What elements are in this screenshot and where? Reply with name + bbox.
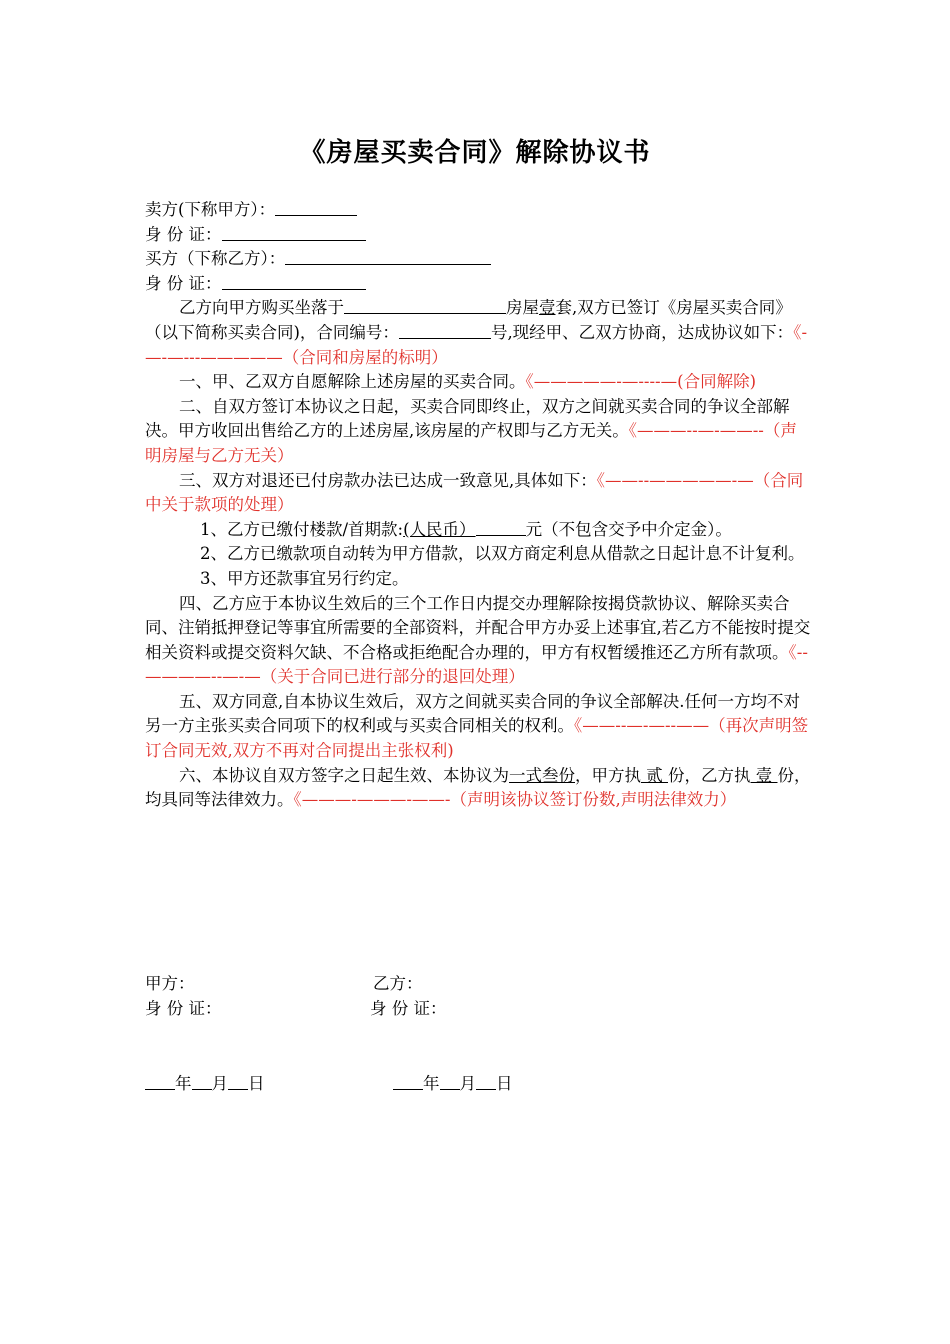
seller-id-line bbox=[145, 223, 811, 248]
clause-3 bbox=[145, 469, 811, 518]
clause-6-text-2: ，甲方执 bbox=[575, 765, 641, 785]
buyer-line bbox=[145, 247, 811, 272]
clause-3-item-1-tail: 元（不包含交予中介定金）。 bbox=[525, 519, 732, 539]
clause-4-note: 《--————--—-—（关于合同已进行部分的退回处理） bbox=[145, 642, 808, 687]
intro-text-3: 套,双方已签订《房屋买卖合同》（以下简称买卖合同)，合同编号： bbox=[145, 298, 792, 342]
buyer-id-label: 身 份 证： bbox=[145, 273, 222, 293]
amount-blank bbox=[476, 519, 526, 536]
buyer-id-line bbox=[145, 272, 811, 297]
seller-id-blank bbox=[222, 224, 366, 241]
clause-4-text: 四、乙方应于本协议生效后的三个工作日内提交办理解除按揭贷款协议、解除买卖合同、注销抵押登记等事宜所需要的全部资料，并配合甲方办妥上述事宜,若乙方不能按时提交相关资料或提交资料欠缺、不合格或拒绝配合办理的，甲方有权暂缓推还乙方所有款项。 bbox=[145, 593, 811, 662]
intro-text-4: 号,现经甲、乙双方协商，达成协议如下： bbox=[490, 322, 794, 342]
copies-total: 一式叁份 bbox=[509, 765, 575, 785]
buyer-id-blank bbox=[222, 273, 366, 290]
seller-id-label: 身 份 证： bbox=[145, 224, 222, 244]
seller-blank bbox=[275, 199, 357, 216]
property-address-blank bbox=[344, 297, 506, 314]
seller-line bbox=[145, 198, 811, 223]
buyer-label: 买方（下称乙方）： bbox=[145, 249, 286, 269]
clause-2-note: 《———--—-——--（声明房屋与乙方无关） bbox=[145, 421, 797, 465]
clause-3-item-3-text: 3、甲方还款事宜另行约定。 bbox=[200, 568, 409, 588]
clause-6-text-4: 份，均具同等法律效力。 bbox=[145, 765, 811, 810]
clause-1-note: 《—————-—----—(合同解除) bbox=[525, 372, 757, 392]
currency-label: (人民币） bbox=[403, 519, 476, 539]
seller-label: 卖方(下称甲方）： bbox=[145, 200, 276, 219]
clause-3-item-2 bbox=[145, 542, 811, 567]
clause-2 bbox=[145, 395, 811, 469]
buyer-blank bbox=[285, 248, 491, 265]
clause-6 bbox=[145, 764, 811, 813]
copies-party-b: 壹 bbox=[750, 765, 778, 785]
clause-5-note: 《——--—-—--——（再次声明签订合同无效,双方不再对合同提出主张权利) bbox=[145, 716, 809, 761]
party-a-signature-label: 甲方： bbox=[145, 974, 195, 993]
document-body bbox=[145, 198, 811, 813]
clause-2-text: 二、自双方签订本协议之日起，买卖合同即终止，双方之间就买卖合同的争议全部解决。甲方收回出售给乙方的上述房屋,该房屋的产权即与乙方无关。 bbox=[145, 396, 790, 441]
clause-6-text-3: 份，乙方执 bbox=[668, 765, 751, 785]
party-b-signature-label: 乙方： bbox=[373, 974, 423, 993]
party-b-date: 年 月 日 bbox=[393, 1070, 513, 1094]
clause-3-item-1-text: 1、乙方已缴付楼款/首期款: bbox=[200, 519, 404, 539]
clause-3-text: 三、双方对退还已付房款办法已达成一致意见,具体如下： bbox=[179, 470, 597, 490]
intro-note: 《-—-—---—————（合同和房屋的标明） bbox=[145, 322, 808, 367]
copies-party-a: 贰 bbox=[641, 765, 668, 785]
clause-4 bbox=[145, 592, 811, 690]
intro-text-1: 乙方向甲方购买坐落于 bbox=[179, 298, 344, 318]
contract-number-blank bbox=[399, 322, 491, 339]
clause-5 bbox=[145, 690, 811, 764]
clause-3-item-3 bbox=[145, 567, 811, 592]
document-title: 《房屋买卖合同》解除协议书 bbox=[299, 138, 651, 168]
intro-count: 壹 bbox=[539, 298, 556, 318]
clause-3-item-2-text: 2、乙方已缴款项自动转为甲方借款，以双方商定利息从借款之日起计息不计复利。 bbox=[200, 544, 805, 564]
clause-3-item-1 bbox=[145, 518, 811, 543]
intro-text-2: 房屋 bbox=[506, 298, 539, 318]
party-b-id-label: 身 份 证： bbox=[370, 998, 447, 1018]
intro-paragraph bbox=[145, 296, 811, 370]
clause-3-note: 《——--—————-—（合同中关于款项的处理） bbox=[145, 470, 804, 515]
clause-6-note: 《———-———-——-（声明该协议签订份数,声明法律效力） bbox=[293, 790, 737, 810]
clause-5-text: 五、双方同意,自本协议生效后，双方之间就买卖合同的争议全部解决.任何一方均不对另一方主张买卖合同项下的权利或与买卖合同相关的权利。 bbox=[145, 691, 800, 736]
clause-1 bbox=[145, 370, 811, 395]
signature-block bbox=[145, 972, 811, 1021]
party-a-date: 年 月 日 bbox=[145, 1070, 265, 1094]
party-a-id-label: 身 份 证： bbox=[145, 998, 222, 1018]
clause-1-text: 一、甲、乙双方自愿解除上述房屋的买卖合同。 bbox=[179, 372, 526, 392]
clause-6-text-1: 六、本协议自双方签字之日起生效、本协议为 bbox=[179, 765, 509, 785]
